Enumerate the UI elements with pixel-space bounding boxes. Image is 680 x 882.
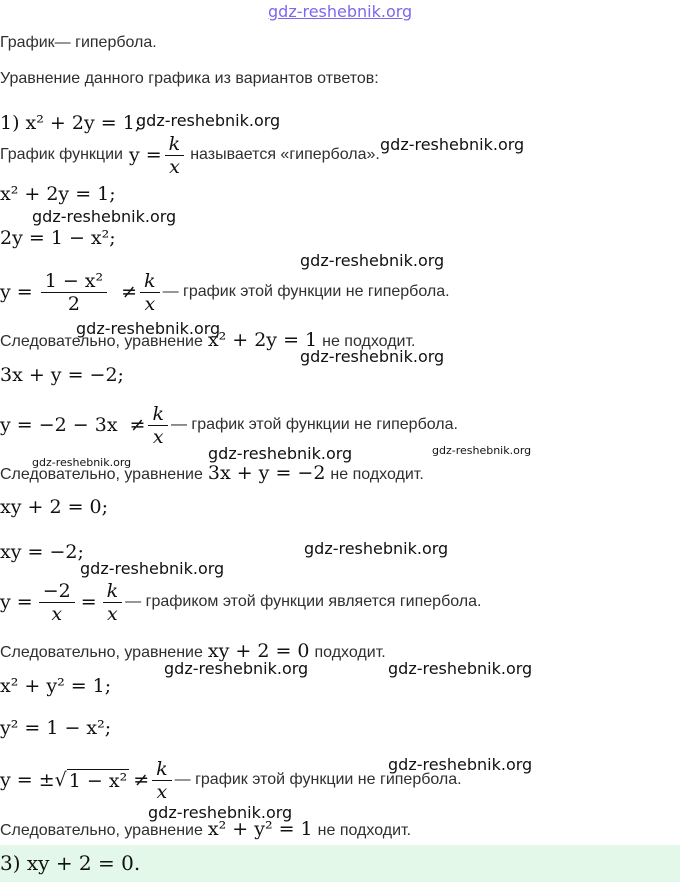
option1-conclusion-eq: x² + 2y = 1 <box>207 329 318 351</box>
watermark: gdz-reshebnik.org <box>32 207 177 226</box>
watermark: gdz-reshebnik.org <box>300 251 445 270</box>
option4-conclusion <box>0 818 411 840</box>
option3-step3-lhs: y = <box>0 591 33 613</box>
option3-step3-line <box>0 576 481 628</box>
not-equal-sign: ≠ <box>129 414 146 436</box>
option4-not-hyperbola: — график этой функции не гипербола. <box>174 771 462 788</box>
conclusion-prefix: Следовательно, уравнение <box>0 822 203 839</box>
conclusion-prefix: Следовательно, уравнение <box>0 333 203 350</box>
k-over-x-fraction: $\frac{k}{x}$ <box>165 133 185 178</box>
k-over-x-fraction: $\frac{k}{x}$ <box>103 580 123 625</box>
answer-highlight <box>0 845 680 882</box>
minus-two-over-x-fraction: $\frac{-2}{x}$ <box>39 580 75 625</box>
option1-conclusion-suffix: не подходит. <box>322 333 416 350</box>
watermark: gdz-reshebnik.org <box>380 135 525 154</box>
option1-step3-lhs: y = <box>0 281 33 303</box>
option2-conclusion <box>0 462 424 484</box>
k-over-x-fraction: $\frac{k}{x}$ <box>140 270 160 315</box>
definition-lhs: y = <box>128 144 162 166</box>
watermark: gdz-reshebnik.org <box>388 659 533 678</box>
option3-step1: xy + 2 = 0; <box>0 496 109 518</box>
option1-step3-fraction: $\frac{\text{1 − x²}}{2}$ <box>41 270 107 315</box>
conclusion-prefix: Следовательно, уравнение <box>0 466 203 483</box>
not-equal-sign: ≠ <box>121 281 138 303</box>
watermark: gdz-reshebnik.org <box>300 347 445 366</box>
watermark: gdz-reshebnik.org <box>164 659 309 678</box>
option3-conclusion-eq: xy + 2 = 0 <box>207 640 310 662</box>
option2-conclusion-suffix: не подходит. <box>330 466 424 483</box>
option1-step3-line <box>0 266 450 318</box>
sqrt-symbol: √ <box>54 769 67 791</box>
watermark: gdz-reshebnik.org <box>136 111 281 130</box>
watermark: gdz-reshebnik.org <box>388 755 533 774</box>
option2-step2-expr: y = −2 − 3x <box>0 414 118 436</box>
option4-step3-line <box>0 754 462 806</box>
option2-step2-line <box>0 400 458 450</box>
definition-prefix: График функции <box>0 146 123 163</box>
definition-suffix: называется «гипербола». <box>190 146 380 163</box>
equation-choice-text: Уравнение данного графика из вариантов ответов: <box>0 70 379 87</box>
watermark: gdz-reshebnik.org <box>208 444 353 463</box>
watermark: gdz-reshebnik.org <box>304 539 449 558</box>
option4-conclusion-suffix: не подходит. <box>317 822 412 839</box>
option2-step1: 3x + y = −2; <box>0 364 124 386</box>
option4-step2: y² = 1 − x²; <box>0 717 112 739</box>
conclusion-prefix: Следовательно, уравнение <box>0 644 203 661</box>
option2-conclusion-eq: 3x + y = −2 <box>207 462 326 484</box>
option1-step1: x² + 2y = 1; <box>0 183 116 205</box>
option4-step1: x² + y² = 1; <box>0 675 112 697</box>
option3-is-hyperbola: — графиком этой функции является гипербола. <box>125 593 482 610</box>
graph-type-text: График— гипербола. <box>0 34 157 51</box>
watermark-small: gdz-reshebnik.org <box>32 456 132 469</box>
k-over-x-fraction: $\frac{k}{x}$ <box>152 758 172 803</box>
not-equal-sign: ≠ <box>133 769 150 791</box>
option3-step2: xy = −2; <box>0 541 84 563</box>
watermark-small: gdz-reshebnik.org <box>432 444 532 457</box>
option1-not-hyperbola: — график этой функции не гипербола. <box>162 283 450 300</box>
watermark: gdz-reshebnik.org <box>80 559 225 578</box>
k-over-x-fraction: $\frac{k}{x}$ <box>148 403 168 448</box>
watermark: gdz-reshebnik.org <box>148 803 293 822</box>
option1-step2: 2y = 1 − x²; <box>0 227 116 249</box>
option2-not-hyperbola: — график этой функции не гипербола. <box>170 416 458 433</box>
option4-conclusion-eq: x² + y² = 1 <box>207 818 313 840</box>
option4-step3-prefix: y = ± <box>0 769 55 791</box>
option4-step3-sqrt: 1 − x² <box>68 769 128 792</box>
option1-label: 1) x² + 2y = 1; <box>0 112 142 134</box>
answer-text: 3) xy + 2 = 0. <box>0 851 141 875</box>
equals-sign: = <box>80 591 97 613</box>
watermark: gdz-reshebnik.org <box>76 319 221 338</box>
definition-line <box>0 132 380 178</box>
top-watermark-link[interactable]: gdz-reshebnik.org <box>268 2 413 21</box>
option3-conclusion-suffix: подходит. <box>314 644 386 661</box>
